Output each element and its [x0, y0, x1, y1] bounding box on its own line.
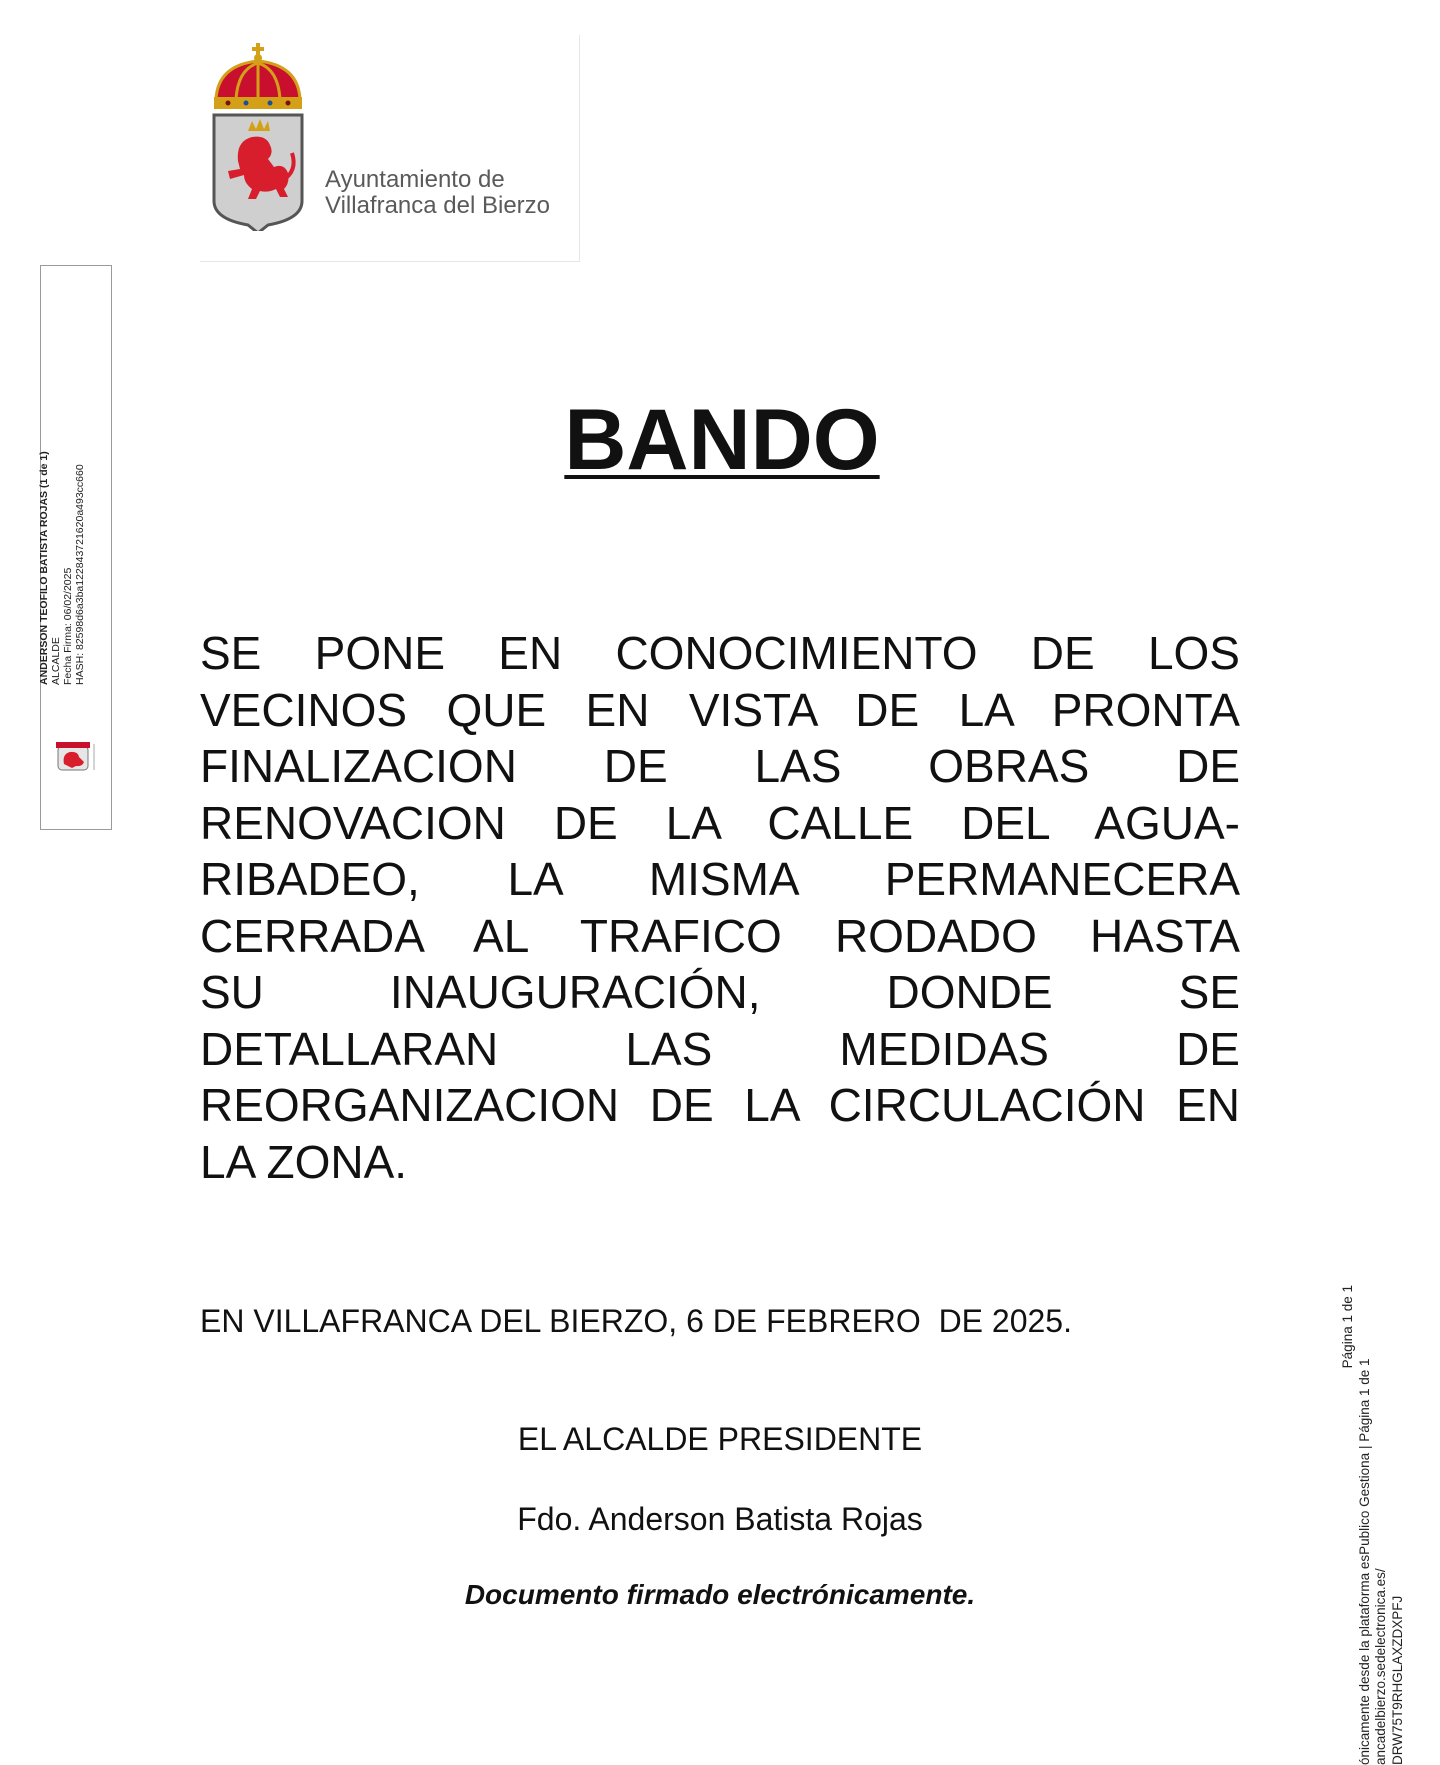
title-text: BANDO — [564, 392, 880, 488]
logo-line-2: Villafranca del Bierzo — [325, 192, 551, 219]
verification-code: DRW75T9RHGLAXZDXPFJ — [1389, 1595, 1405, 1765]
verification-page: Página 1 de 1 — [1340, 1285, 1355, 1369]
signature-date: Fecha Firma: 06/02/2025 — [62, 567, 74, 685]
signature-signer: ANDERSON TEOFILO BATISTA ROJAS (1 de 1) — [38, 451, 50, 685]
body-line: REORGANIZACION DE LA CIRCULACIÓN EN — [200, 1079, 1240, 1131]
small-coat-of-arms-icon — [52, 740, 100, 774]
header-logo — [200, 35, 580, 262]
signer-name: Fdo. Anderson Batista Rojas — [517, 1501, 923, 1537]
signed-note: Documento firmado electrónicamente. — [464, 1579, 976, 1610]
coat-of-arms-icon — [208, 41, 308, 231]
date-place: EN VILLAFRANCA DEL BIERZO, 6 DE FEBRERO DE 2025. — [200, 1303, 1072, 1339]
announcement-body — [200, 625, 1240, 1190]
logo-text — [325, 167, 550, 219]
signature-role: ALCALDE — [50, 637, 62, 685]
body-line: RENOVACION DE LA CALLE DEL AGUA- — [200, 796, 1240, 849]
body-line: SU INAUGURACIÓN, DONDE SE — [200, 966, 1240, 1018]
verification-platform: ónicamente desde la plataforma esPublico Gestiona | Página 1 de 1 — [1356, 1358, 1372, 1765]
logo-line-1: Ayuntamiento de — [325, 166, 505, 193]
body-line: FINALIZACION DE LAS OBRAS DE — [200, 740, 1240, 792]
body-line: DETALLARAN LAS MEDIDAS DE — [200, 1022, 1240, 1075]
verification-url: ancadelbierzo.sedelectronica.es/ — [1373, 1568, 1388, 1765]
signer-role: EL ALCALDE PRESIDENTE — [517, 1421, 923, 1457]
body-line: SE PONE EN CONOCIMIENTO DE LOS — [200, 627, 1240, 679]
body-line: VECINOS QUE EN VISTA DE LA PRONTA — [200, 683, 1240, 736]
body-line: CERRADA AL TRAFICO RODADO HASTA — [200, 909, 1240, 962]
signature-hash: HASH: 82598d6a3ba122843721620a493cc660 — [74, 464, 86, 685]
verification-text — [1340, 1280, 1406, 1765]
document-title — [0, 390, 1440, 490]
body-line: LA ZONA. — [200, 1135, 408, 1188]
body-line: RIBADEO, LA MISMA PERMANECERA — [200, 853, 1240, 905]
